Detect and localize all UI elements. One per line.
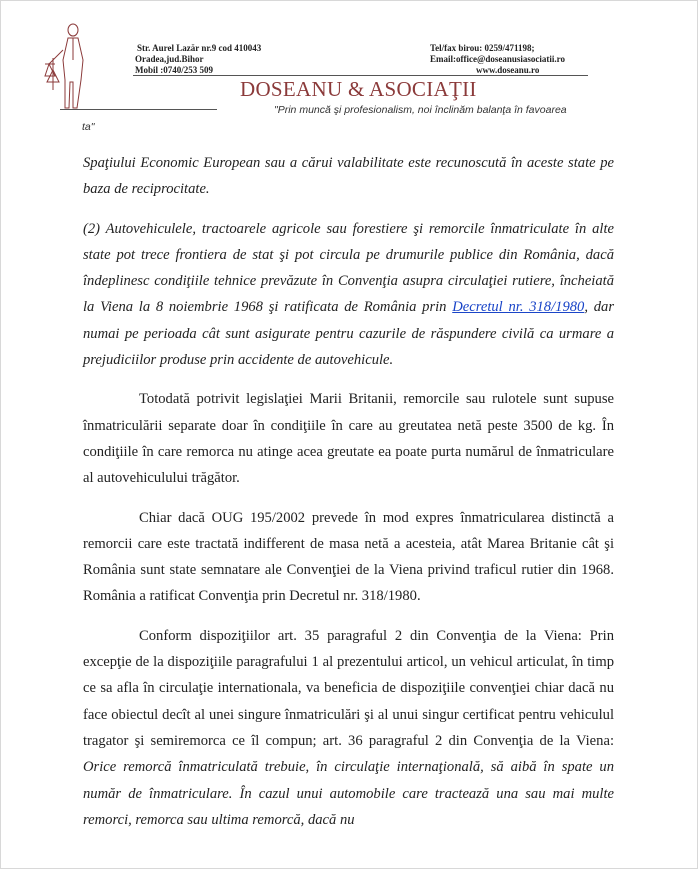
paragraph: Chiar dacă OUG 195/2002 prevede în mod expres înmatricularea distinctă a remorcii care este tractată indifferent de masa netă a acesteia, atât Marea Britanie cât şi România sunt state semnatare ale Convenţiei de la Viena privind traficul rutier din 1968. România a ratificat Convenţia prin Decretul nr. 318/1980. [83, 509, 614, 605]
office-address [137, 43, 261, 76]
document-body [83, 150, 614, 846]
company-name: DOSEANU & ASOCIAŢII [240, 77, 477, 101]
office-contact [430, 43, 565, 76]
header-divider-left [60, 109, 217, 110]
lawyer-scales-logo [43, 20, 93, 110]
quoted-text: Orice remorcă înmatriculată trebuie, în circulaţie internaţională, să aibă în spate un număr de înmatriculare. În cazul unui automobile care tractează una sau mai multe remorci, remorca sau ultima remorcă, dacă nu [83, 759, 614, 828]
address-mobile: Mobil :0740/253 509 [135, 65, 213, 75]
paragraph [83, 216, 614, 374]
paragraph [83, 623, 614, 833]
paragraph-text: (2) Autovehiculele, tractoarele agricole sau forestiere şi remorcile înmatriculate în alte state pot trece frontiera de stat şi pot circula pe drumurile publice din România, dacă îndeplinesc condiţiile tehnice prevăzute în Convenţia asupra circulaţiei rutiere, încheiată la Viena la 8 noiembrie 1968 şi ratificata de România prin [83, 220, 614, 316]
paragraph: Spaţiului Economic European sau a cărui valabilitate este recunoscută în aceste state pe baza de reciprocitate. [83, 155, 614, 198]
paragraph: Totodată potrivit legislaţiei Marii Britanii, remorcile sau rulotele sunt supuse înmatriculării separate doar în condiţiile în care au greutatea netă peste 3500 de kg. În condiţiile în care remorca nu atinge acea greutate ea poate purta numărul de înmatriculare al autovehiculului trăgător. [83, 391, 614, 487]
contact-website: www.doseanu.ro [476, 65, 540, 75]
header-divider [133, 75, 588, 76]
company-motto-continued: ta" [82, 121, 95, 133]
address-city: Oradea,jud.Bihor [135, 54, 204, 64]
address-street: Str. Aurel Lazăr nr.9 cod 410043 [137, 43, 262, 53]
decree-link[interactable]: Decretul nr. 318/1980 [452, 299, 585, 316]
contact-phone: Tel/fax birou: 0259/471198; [430, 43, 535, 53]
company-motto: "Prin muncă şi profesionalism, noi înclinăm balanţa în favoarea [274, 104, 567, 116]
contact-email: Email:office@doseanusiasociatii.ro [430, 54, 565, 64]
paragraph-text: Conform dispoziţiilor art. 35 paragraful 2 din Convenţia de la Viena: Prin excepţie de la dispoziţiile paragrafului 1 al prezentului articol, un vehicul articulat, în timp ce sa afla în circulaţie internationala, va beneficia de dispoziţiile convenţiei chiar dacă nu face obiectul decît al unei singure înmatriculări şi al unui singur certificat pentru vehiculul tragator şi semiremorca ce îl compun; art. 36 paragraful 2 din Convenţia de la Viena: [83, 627, 614, 749]
paragraph-text: , dar numai pe perioada cât sunt asigurate pentru cazurile de răspundere civilă ca urmare a prejudiciilor produse prin accidente de autovehicule. [83, 299, 614, 369]
